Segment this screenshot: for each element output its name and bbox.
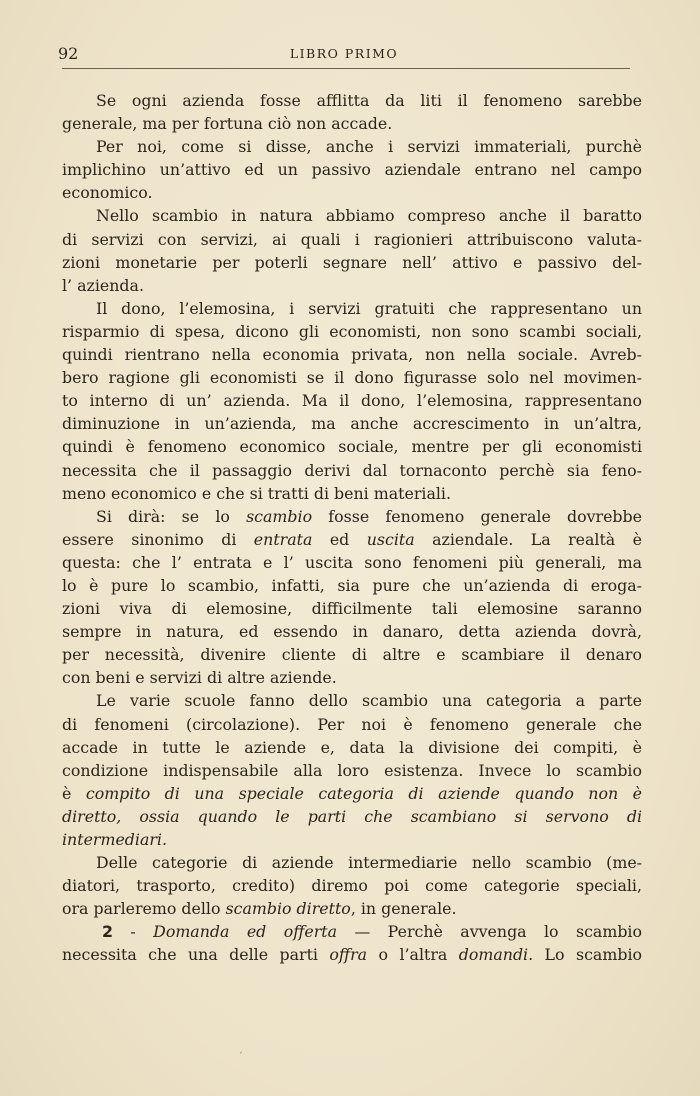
text-run: è (62, 783, 86, 803)
text-line: questa: che l’ entrata e l’ uscita sono fenomeni più generali, ma (62, 552, 642, 572)
text-run: fosse fenomeno generale dovrebbe (312, 506, 642, 526)
italic-text: diretto, ossia quando le parti che scambiano si servono di (62, 806, 642, 826)
text-line: quindi è fenomeno economico sociale, mentre per gli economisti (62, 437, 642, 457)
text-line: diminuzione in un’azienda, ma anche accrescimento in un’altra, (62, 414, 642, 434)
text-run: aziendale. La realtà è (414, 529, 642, 549)
text-run: o l’altra (367, 945, 459, 965)
italic-text: scambio (246, 506, 313, 526)
italic-text: offra (329, 945, 368, 965)
text-run: — Perchè avvenga lo scambio (337, 922, 642, 942)
text-line: Se ogni azienda fosse afflitta da liti il fenomeno sarebbe (96, 91, 642, 110)
text-line: to interno di un’ azienda. Ma il dono, l’elemosina, rappresentano (62, 391, 642, 411)
text-line: l’ azienda. (62, 275, 144, 295)
text-line (62, 897, 642, 920)
text-run: ed (312, 529, 367, 549)
text-run: , in generale. (350, 899, 457, 919)
text-line: necessita che il passaggio derivi dal tornaconto perchè sia feno- (62, 460, 642, 480)
text-run: - (113, 922, 154, 942)
text-line: Il dono, l’elemosina, i servizi gratuiti che rappresentano un (96, 298, 642, 318)
italic-text: scambio diretto (225, 899, 351, 919)
text-line: lo è pure lo scambio, infatti, sia pure che un’azienda di eroga- (62, 575, 642, 595)
italic-text: entrata (253, 529, 313, 549)
text-line: Nello scambio in natura abbiamo compreso anche il baratto (96, 206, 642, 226)
section-number: 2 (102, 922, 113, 942)
text-line: zioni viva di elemosine, difficilmente tali elemosine saranno (62, 599, 642, 619)
text-line (62, 943, 642, 966)
stray-mark: ´ (238, 1052, 243, 1063)
italic-text: domandi (458, 945, 529, 965)
text-line (62, 805, 642, 828)
text-line (62, 828, 642, 851)
text-run: Si dirà: se lo (96, 506, 247, 526)
text-line: implichino un’attivo ed un passivo aziendale entrano nel campo (62, 160, 642, 180)
text-run: necessita che una delle parti (62, 945, 330, 965)
italic-text: uscita (366, 529, 415, 549)
text-line: generale, ma per fortuna ciò non accade. (62, 114, 393, 134)
italic-text: intermediari. (62, 830, 168, 849)
text-line: risparmio di spesa, dicono gli economisti, non sono scambi sociali, (62, 321, 642, 341)
text-line: meno economico e che si tratti di beni materiali. (62, 483, 451, 503)
text-line: sempre in natura, ed essendo in danaro, detta azienda dovrà, (62, 622, 642, 642)
text-line: di fenomeni (circolazione). Per noi è fenomeno generale che (62, 714, 642, 734)
text-line: Delle categorie di aziende intermediarie nello scambio (me- (96, 853, 642, 873)
text-line: quindi rientrano nella economia privata, non nella sociale. Avreb- (62, 345, 642, 365)
text-line: Per noi, come si disse, anche i servizi immateriali, purchè (96, 137, 642, 157)
text-line: di servizi con servizi, ai quali i ragionieri attribuiscono valuta- (62, 229, 642, 249)
italic-text: Domanda ed offerta (153, 922, 338, 942)
text-line: per necessità, divenire cliente di altre e scambiare il denaro (62, 645, 642, 665)
text-line (62, 920, 642, 943)
text-line (62, 505, 642, 528)
page-number: 92 (58, 44, 79, 63)
text-line: accade in tutte le aziende e, data la divisione dei compiti, è (62, 737, 642, 757)
text-run: essere sinonimo di (62, 529, 254, 549)
text-line: condizione indispensabile alla loro esistenza. Invece lo scambio (62, 760, 642, 780)
text-line (62, 782, 642, 805)
text-line: zioni monetarie per poterli segnare nell’ attivo e passivo del- (62, 252, 642, 272)
body-text (62, 89, 642, 967)
italic-text: compito di una speciale categoria di aziende quando non è (85, 783, 642, 803)
text-line: bero ragione gli economisti se il dono figurasse solo nel movimen- (62, 368, 642, 388)
text-line: diatori, trasporto, credito) diremo poi come categorie speciali, (62, 876, 642, 896)
running-title: LIBRO PRIMO (289, 46, 399, 61)
text-line (62, 528, 642, 551)
text-line: Le varie scuole fanno dello scambio una categoria a parte (96, 691, 642, 711)
text-line: con beni e servizi di altre aziende. (62, 668, 337, 688)
page-header (58, 44, 630, 66)
text-run: ora parleremo dello (62, 899, 226, 919)
text-run: . Lo scambio (528, 945, 643, 965)
header-rule (62, 68, 630, 69)
text-line: economico. (62, 183, 153, 203)
